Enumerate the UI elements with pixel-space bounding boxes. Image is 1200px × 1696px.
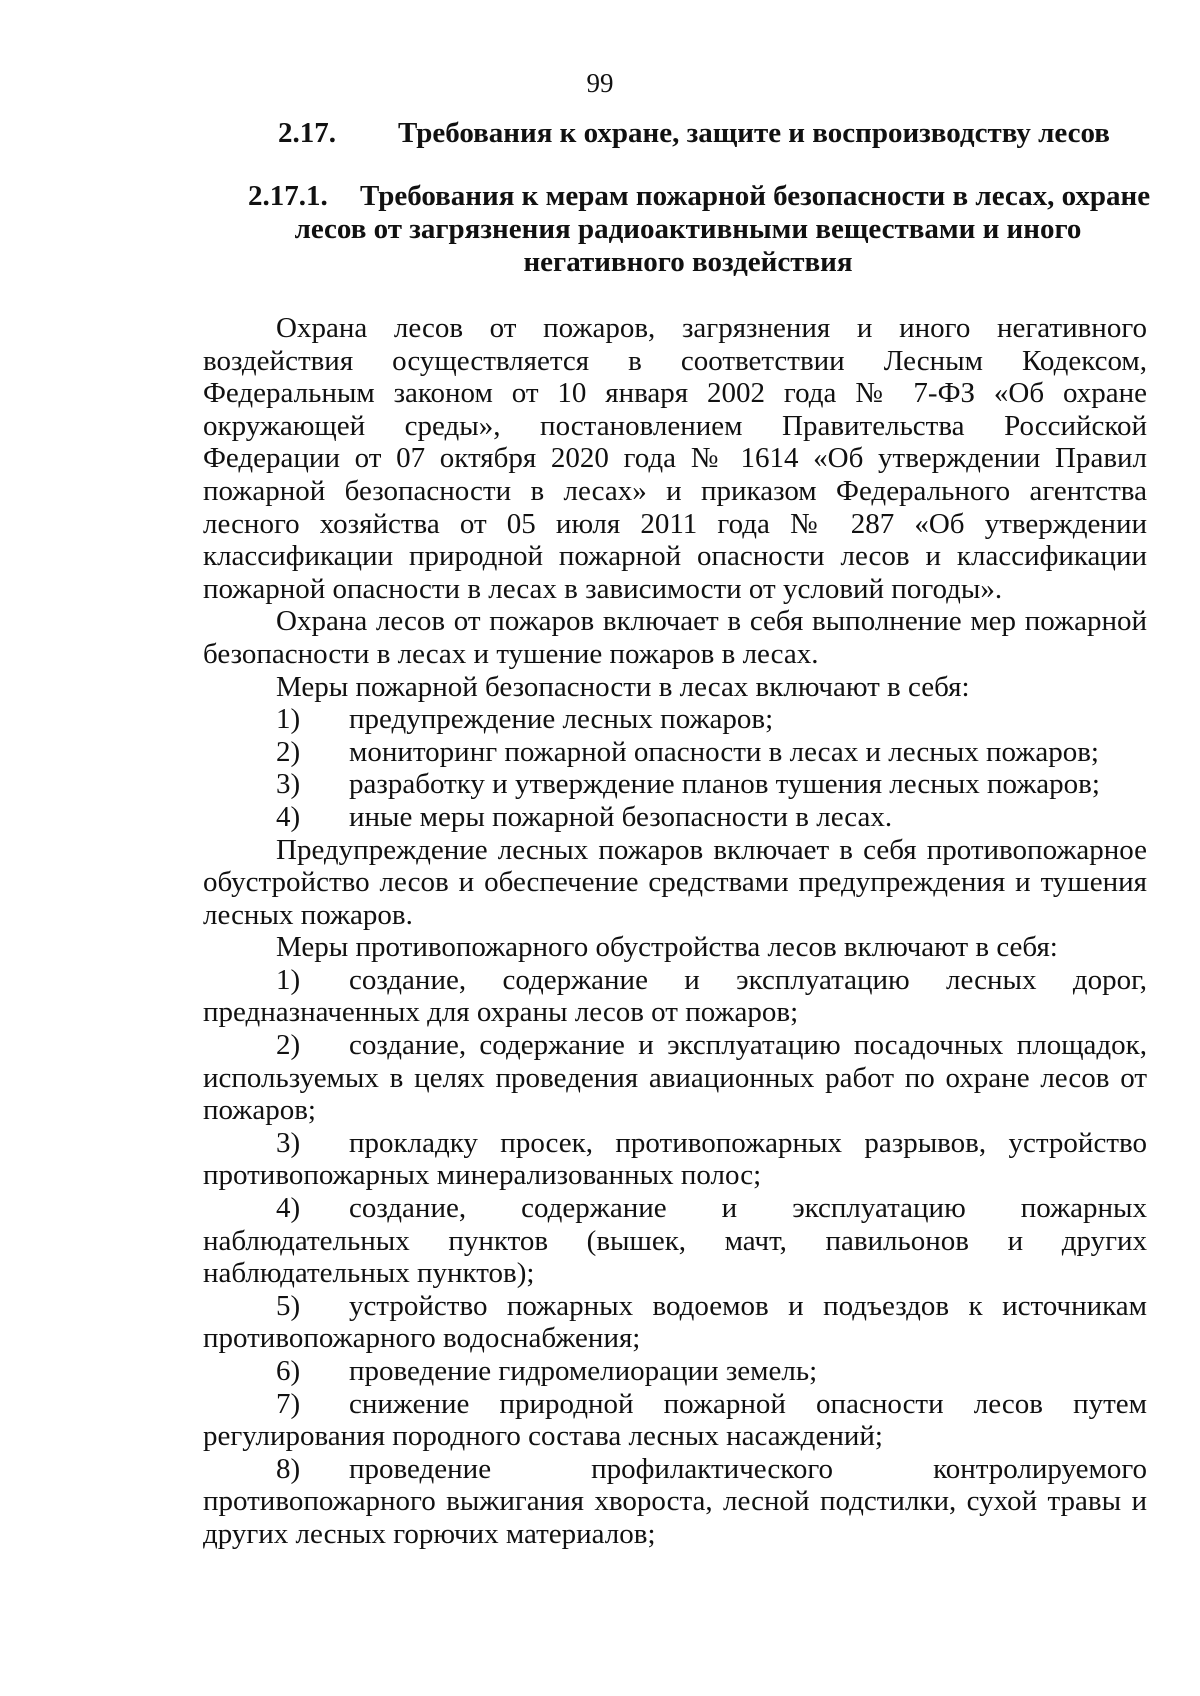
- list-item-number: 4): [276, 800, 301, 833]
- list-item-number: 8): [276, 1452, 301, 1485]
- list-item-text: проведение профилактического контролируемого противопожарного выжигания хвороста, лесной подстилки, сухой травы и других лесных горючих материалов;: [203, 1452, 1147, 1550]
- section-number: 2.17.: [278, 117, 336, 149]
- list-item: [203, 736, 1147, 769]
- document-body: [203, 312, 1147, 1551]
- list-item: [203, 1290, 1147, 1355]
- list-item-text: создание, содержание и эксплуатацию лесных дорог, предназначенных для охраны лесов от пожаров;: [203, 963, 1147, 1029]
- list-item-text: проведение гидромелиорации земель;: [349, 1355, 818, 1387]
- paragraph-fire-arrangement: Меры противопожарного обустройства лесов включают в себя:: [276, 931, 1058, 964]
- list-item-number: 2): [276, 1029, 301, 1062]
- list-item: [203, 1355, 1147, 1388]
- list-item-text: устройство пожарных водоемов и подъездов к источникам противопожарного водоснабжения;: [203, 1289, 1147, 1355]
- list-item-number: 6): [276, 1355, 301, 1387]
- list-item: [203, 964, 1147, 1029]
- list-item: [203, 703, 1147, 736]
- list-item: [203, 1453, 1147, 1551]
- subsection-number: 2.17.1.: [248, 180, 328, 212]
- paragraph-legal-basis: Охрана лесов от пожаров, загрязнения и иного негативного воздействия осуществляется в соответствии Лесным Кодексом, Федеральным законом от 10 января 2002 года № 7-ФЗ «Об охране окружающей среды», постановлением Правительства Российской Федерации от 07 октября 2020 года № 1614 «Об утверждении Правил пожарной безопасности в лесах» и приказом Федерального агентства лесного хозяйства от 05 июля 2011 года № 287 «Об утверждении классификации природной пожарной опасности лесов и классификации пожарной опасности в лесах в зависимости от условий погоды».: [203, 312, 1147, 605]
- subsection-title-line1: Требования к мерам пожарной безопасности в лесах, охране: [360, 180, 1151, 212]
- page-number: 99: [586, 68, 614, 98]
- list-item-number: 2): [276, 735, 301, 768]
- subsection-heading: [248, 180, 1151, 279]
- list-item-number: 4): [276, 1192, 301, 1225]
- list-item-text: иные меры пожарной безопасности в лесах.: [349, 800, 893, 833]
- list-item-number: 7): [276, 1387, 301, 1420]
- list-item: [203, 1127, 1147, 1192]
- list-item-number: 3): [276, 768, 301, 801]
- list-item-number: 1): [276, 703, 301, 736]
- list-item-text: прокладку просек, противопожарных разрывов, устройство противопожарных минерализованных полос;: [203, 1126, 1147, 1192]
- list-item: [203, 801, 1147, 834]
- list-item: [203, 1192, 1147, 1290]
- section-title: Требования к охране, защите и воспроизводству лесов: [398, 117, 1110, 149]
- list-item: [203, 768, 1147, 801]
- list-item-text: предупреждение лесных пожаров;: [349, 703, 774, 736]
- list-item-number: 1): [276, 963, 301, 996]
- list-item-number: 3): [276, 1126, 301, 1159]
- list-item-text: создание, содержание и эксплуатацию посадочных площадок, используемых в целях проведения авиационных работ по охране лесов от пожаров;: [203, 1029, 1147, 1127]
- list-item-number: 5): [276, 1289, 301, 1322]
- paragraph-fire-prevention: Предупреждение лесных пожаров включает в себя противопожарное обустройство лесов и обеспечение средствами предупреждения и тушения лесных пожаров.: [203, 833, 1147, 931]
- paragraph-fire-protection: Охрана лесов от пожаров включает в себя выполнение мер пожарной безопасности в лесах и тушение пожаров в лесах.: [203, 605, 1147, 670]
- list-item: [203, 1388, 1147, 1453]
- subsection-title-rest: лесов от загрязнения радиоактивными веществами и иного негативного воздействия: [294, 213, 1082, 278]
- list-item-text: снижение природной пожарной опасности лесов путем регулирования породного состава лесных насаждений;: [203, 1387, 1147, 1453]
- paragraph-fire-safety-measures: Меры пожарной безопасности в лесах включают в себя:: [276, 670, 970, 703]
- list-item: [203, 1029, 1147, 1127]
- list-item-text: разработку и утверждение планов тушения лесных пожаров;: [349, 768, 1100, 801]
- section-heading: [278, 116, 1138, 150]
- list-item-text: мониторинг пожарной опасности в лесах и лесных пожаров;: [349, 735, 1099, 768]
- list-item-text: создание, содержание и эксплуатацию пожарных наблюдательных пунктов (вышек, мачт, павильонов и других наблюдательных пунктов);: [203, 1192, 1147, 1290]
- subsection-heading-line1: [248, 180, 1151, 213]
